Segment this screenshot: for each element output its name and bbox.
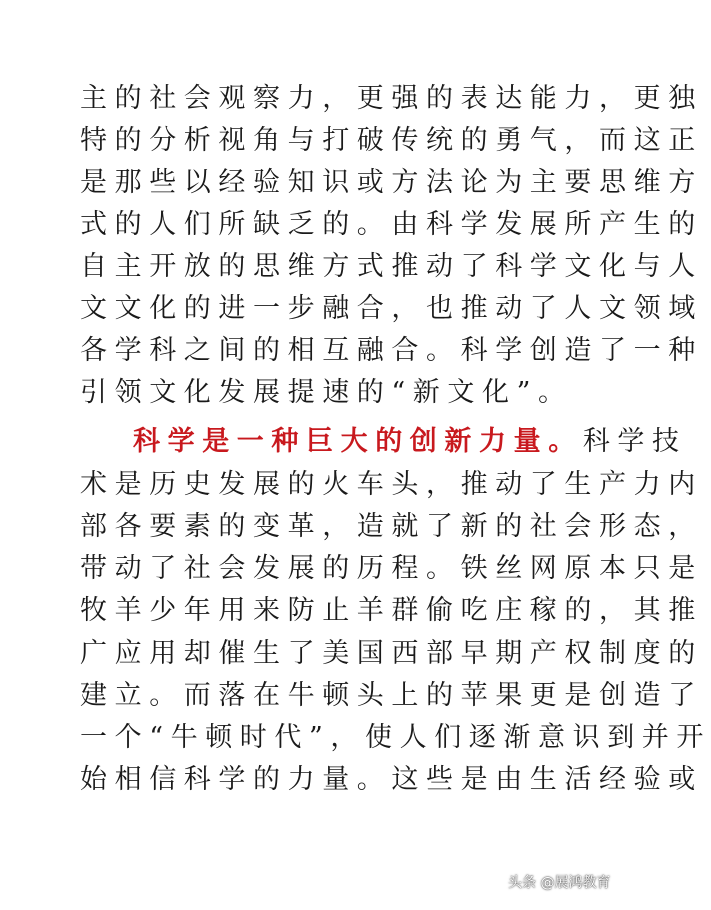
paragraph-line: 建立。而落在牛顿头上的苹果更是创造了 — [80, 680, 703, 711]
paragraph-line: 各学科之间的相互融合。科学创造了一种 — [80, 335, 703, 366]
highlighted-heading: 科学是一种巨大的创新力量。 — [133, 426, 583, 457]
paragraph-line: 特的分析视角与打破传统的勇气，而这正 — [80, 125, 703, 156]
paragraph-line: 是那些以经验知识或方法论为主要思维方 — [80, 167, 703, 198]
paragraph-line: 文文化的进一步融合，也推动了人文领域 — [80, 293, 703, 324]
paragraph-line: 式的人们所缺乏的。由科学发展所产生的 — [80, 209, 703, 240]
paragraph-line: 引领文化发展提速的“新文化”。 — [80, 377, 573, 408]
paragraph-line: 部各要素的变革，造就了新的社会形态， — [80, 511, 703, 542]
heading-continuation: 科学技 — [582, 426, 687, 457]
paragraph-line: 一个“牛顿时代”，使人们逐渐意识到并开 — [80, 722, 711, 753]
paragraph-line: 始相信科学的力量。这些是由生活经验或 — [80, 764, 703, 795]
paragraph-line: 带动了社会发展的历程。铁丝网原本只是 — [80, 553, 703, 584]
paragraph-line: 术是历史发展的火车头，推动了生产力内 — [80, 469, 703, 500]
paragraph-line: 广应用却催生了美国西部早期产权制度的 — [80, 638, 703, 669]
source-watermark: 头条 @展鸿教育 — [508, 875, 611, 891]
paragraph-line: 主的社会观察力，更强的表达能力，更独 — [80, 83, 703, 114]
paragraph-line: 自主开放的思维方式推动了科学文化与人 — [80, 251, 703, 282]
paragraph-line: 牧羊少年用来防止羊群偷吃庄稼的，其推 — [80, 595, 703, 626]
paragraph-first-line — [133, 421, 687, 463]
